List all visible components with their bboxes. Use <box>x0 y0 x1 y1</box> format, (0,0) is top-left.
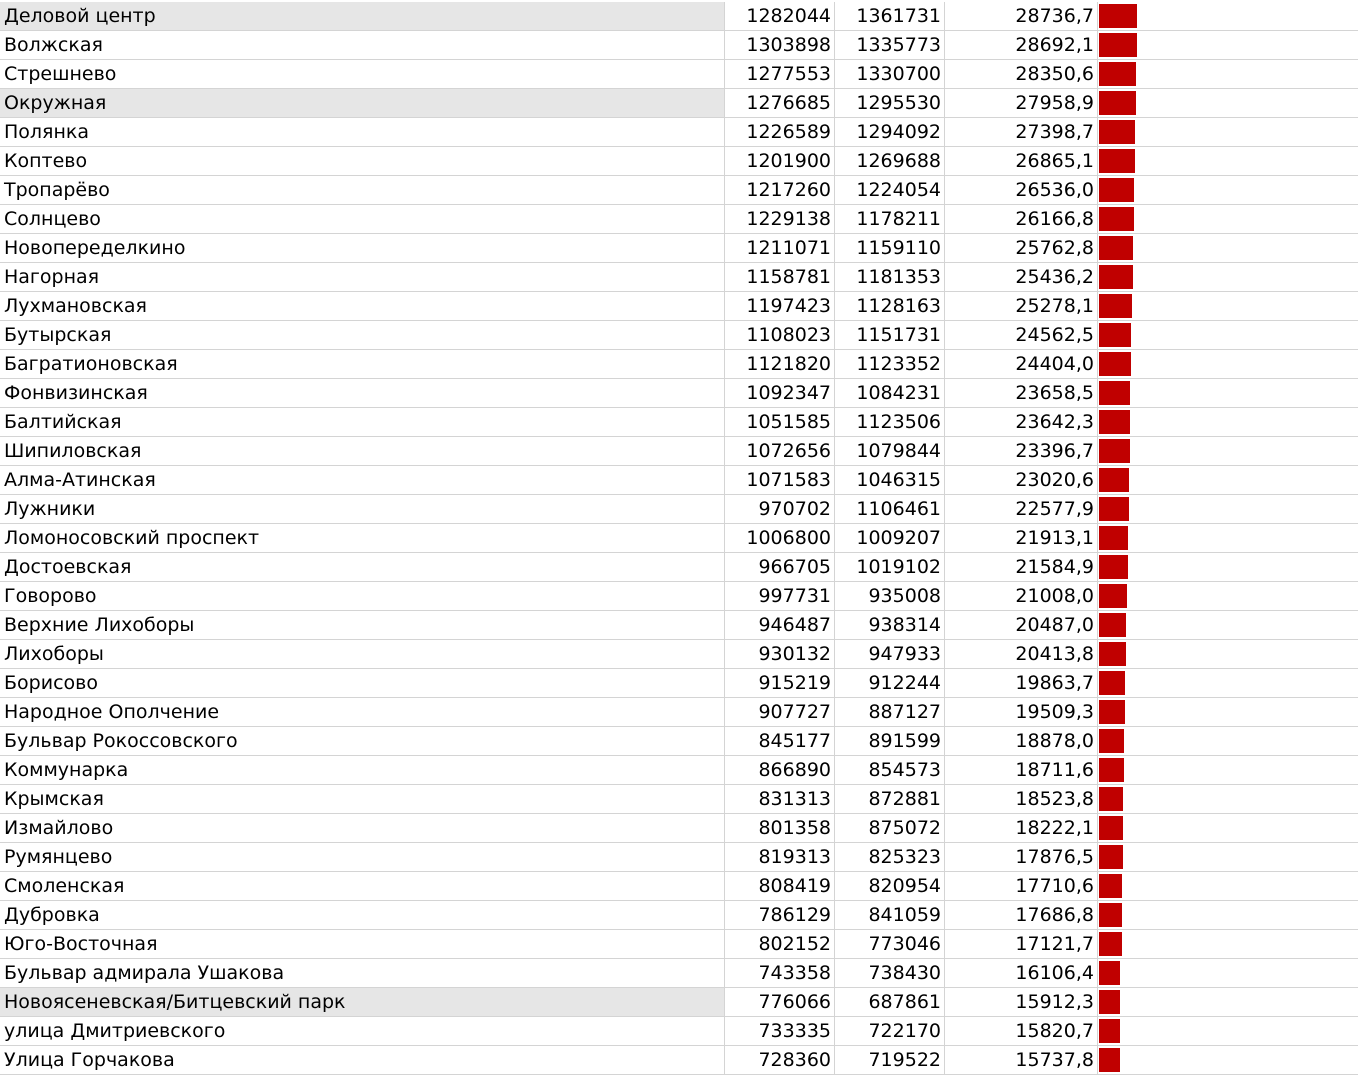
value-2-cell[interactable]: 872881 <box>835 785 945 813</box>
data-bar-cell[interactable] <box>1098 31 1358 59</box>
value-1-cell[interactable]: 808419 <box>725 872 835 900</box>
station-name-cell[interactable]: Юго-Восточная <box>0 930 725 958</box>
data-bar-cell[interactable] <box>1098 988 1358 1016</box>
value-2-cell[interactable]: 1178211 <box>835 205 945 233</box>
value-1-cell[interactable]: 819313 <box>725 843 835 871</box>
table-row <box>0 959 1358 988</box>
data-bar-cell[interactable] <box>1098 437 1358 465</box>
data-bar-cell[interactable] <box>1098 1017 1358 1045</box>
value-3-cell[interactable]: 27958,9 <box>945 89 1098 117</box>
value-2-cell[interactable]: 1123506 <box>835 408 945 436</box>
station-name-cell[interactable]: Окружная <box>0 89 725 117</box>
table-row <box>0 843 1358 872</box>
data-bar <box>1099 207 1134 231</box>
table-row <box>0 31 1358 60</box>
table-row <box>0 727 1358 756</box>
station-name-cell[interactable]: Достоевская <box>0 553 725 581</box>
value-1-cell[interactable]: 1303898 <box>725 31 835 59</box>
data-bar <box>1099 555 1128 579</box>
table-row <box>0 147 1358 176</box>
value-1-cell[interactable]: 1108023 <box>725 321 835 349</box>
data-bar <box>1099 149 1135 173</box>
value-2-cell[interactable]: 773046 <box>835 930 945 958</box>
value-1-cell[interactable]: 915219 <box>725 669 835 697</box>
value-3-cell[interactable]: 21913,1 <box>945 524 1098 552</box>
value-2-cell[interactable]: 820954 <box>835 872 945 900</box>
value-3-cell[interactable]: 24562,5 <box>945 321 1098 349</box>
value-3-cell[interactable]: 23642,3 <box>945 408 1098 436</box>
data-bar-cell[interactable] <box>1098 524 1358 552</box>
station-name-cell[interactable]: Деловой центр <box>0 2 725 30</box>
value-3-cell[interactable]: 17710,6 <box>945 872 1098 900</box>
station-name-cell[interactable]: Улица Горчакова <box>0 1046 725 1074</box>
data-bar-cell[interactable] <box>1098 350 1358 378</box>
value-2-cell[interactable]: 887127 <box>835 698 945 726</box>
value-2-cell[interactable]: 875072 <box>835 814 945 842</box>
table-row <box>0 89 1358 118</box>
value-1-cell[interactable]: 1071583 <box>725 466 835 494</box>
value-1-cell[interactable]: 1229138 <box>725 205 835 233</box>
station-name-cell[interactable]: Бульвар адмирала Ушакова <box>0 959 725 987</box>
value-2-cell[interactable]: 738430 <box>835 959 945 987</box>
value-1-cell[interactable]: 1006800 <box>725 524 835 552</box>
data-bar <box>1099 265 1133 289</box>
data-bar <box>1099 845 1123 869</box>
data-bar <box>1099 903 1122 927</box>
data-bar-cell[interactable] <box>1098 466 1358 494</box>
value-1-cell[interactable]: 733335 <box>725 1017 835 1045</box>
data-bar <box>1099 439 1130 463</box>
data-bar-cell[interactable] <box>1098 959 1358 987</box>
station-name-cell[interactable]: Измайлово <box>0 814 725 842</box>
value-3-cell[interactable]: 24404,0 <box>945 350 1098 378</box>
data-bar <box>1099 1048 1120 1072</box>
table-row <box>0 495 1358 524</box>
data-bar-cell[interactable] <box>1098 814 1358 842</box>
table-row <box>0 901 1358 930</box>
table-row <box>0 785 1358 814</box>
value-1-cell[interactable]: 1217260 <box>725 176 835 204</box>
station-name-cell[interactable]: Дубровка <box>0 901 725 929</box>
value-1-cell[interactable]: 930132 <box>725 640 835 668</box>
value-2-cell[interactable]: 854573 <box>835 756 945 784</box>
station-name-cell[interactable]: Коммунарка <box>0 756 725 784</box>
station-name-cell[interactable]: Лужники <box>0 495 725 523</box>
data-bar <box>1099 178 1134 202</box>
data-bar-cell[interactable] <box>1098 1046 1358 1074</box>
table-row <box>0 60 1358 89</box>
station-name-cell[interactable]: Говорово <box>0 582 725 610</box>
value-2-cell[interactable]: 1294092 <box>835 118 945 146</box>
data-bar <box>1099 758 1124 782</box>
value-1-cell[interactable]: 946487 <box>725 611 835 639</box>
station-name-cell[interactable]: Новоясеневская/Битцевский парк <box>0 988 725 1016</box>
data-bar-cell[interactable] <box>1098 234 1358 262</box>
value-3-cell[interactable]: 28692,1 <box>945 31 1098 59</box>
data-bar-cell[interactable] <box>1098 727 1358 755</box>
data-bar-cell[interactable] <box>1098 553 1358 581</box>
data-bar <box>1099 62 1136 86</box>
value-2-cell[interactable]: 891599 <box>835 727 945 755</box>
station-name-cell[interactable]: Народное Ополчение <box>0 698 725 726</box>
value-2-cell[interactable]: 947933 <box>835 640 945 668</box>
value-2-cell[interactable]: 722170 <box>835 1017 945 1045</box>
data-bar <box>1099 236 1133 260</box>
station-name-cell[interactable]: улица Дмитриевского <box>0 1017 725 1045</box>
value-3-cell[interactable]: 15912,3 <box>945 988 1098 1016</box>
value-2-cell[interactable]: 1181353 <box>835 263 945 291</box>
station-name-cell[interactable]: Шипиловская <box>0 437 725 465</box>
table-row <box>0 176 1358 205</box>
table-row <box>0 234 1358 263</box>
value-2-cell[interactable]: 1106461 <box>835 495 945 523</box>
data-bar-cell[interactable] <box>1098 89 1358 117</box>
value-2-cell[interactable]: 938314 <box>835 611 945 639</box>
value-2-cell[interactable]: 841059 <box>835 901 945 929</box>
data-bar-cell[interactable] <box>1098 640 1358 668</box>
data-bar <box>1099 613 1126 637</box>
data-bar-cell[interactable] <box>1098 292 1358 320</box>
table-row <box>0 350 1358 379</box>
value-3-cell[interactable]: 21584,9 <box>945 553 1098 581</box>
value-1-cell[interactable]: 728360 <box>725 1046 835 1074</box>
data-bar <box>1099 294 1132 318</box>
station-name-cell[interactable]: Коптево <box>0 147 725 175</box>
value-2-cell[interactable]: 719522 <box>835 1046 945 1074</box>
data-bar <box>1099 526 1128 550</box>
data-table <box>0 2 1358 1075</box>
value-1-cell[interactable]: 845177 <box>725 727 835 755</box>
table-row <box>0 669 1358 698</box>
data-bar <box>1099 729 1124 753</box>
value-2-cell[interactable]: 935008 <box>835 582 945 610</box>
station-name-cell[interactable]: Тропарёво <box>0 176 725 204</box>
value-3-cell[interactable]: 22577,9 <box>945 495 1098 523</box>
data-bar <box>1099 4 1137 28</box>
value-1-cell[interactable]: 743358 <box>725 959 835 987</box>
value-3-cell[interactable]: 21008,0 <box>945 582 1098 610</box>
table-row <box>0 930 1358 959</box>
table-row <box>0 872 1358 901</box>
data-bar-cell[interactable] <box>1098 785 1358 813</box>
data-bar-cell[interactable] <box>1098 60 1358 88</box>
value-1-cell[interactable]: 1158781 <box>725 263 835 291</box>
table-row <box>0 408 1358 437</box>
table-row <box>0 321 1358 350</box>
station-name-cell[interactable]: Балтийская <box>0 408 725 436</box>
station-name-cell[interactable]: Ломоносовский проспект <box>0 524 725 552</box>
station-name-cell[interactable]: Стрешнево <box>0 60 725 88</box>
station-name-cell[interactable]: Бульвар Рокоссовского <box>0 727 725 755</box>
station-name-cell[interactable]: Алма-Атинская <box>0 466 725 494</box>
data-bar-cell[interactable] <box>1098 669 1358 697</box>
data-bar <box>1099 323 1131 347</box>
table-row <box>0 611 1358 640</box>
value-3-cell[interactable]: 18523,8 <box>945 785 1098 813</box>
value-2-cell[interactable]: 687861 <box>835 988 945 1016</box>
value-1-cell[interactable]: 1092347 <box>725 379 835 407</box>
data-bar <box>1099 91 1136 115</box>
data-bar-cell[interactable] <box>1098 379 1358 407</box>
data-bar <box>1099 961 1120 985</box>
value-1-cell[interactable]: 1072656 <box>725 437 835 465</box>
value-2-cell[interactable]: 1079844 <box>835 437 945 465</box>
data-bar-cell[interactable] <box>1098 147 1358 175</box>
value-2-cell[interactable]: 1151731 <box>835 321 945 349</box>
value-2-cell[interactable]: 1330700 <box>835 60 945 88</box>
value-1-cell[interactable]: 1211071 <box>725 234 835 262</box>
value-3-cell[interactable]: 19863,7 <box>945 669 1098 697</box>
value-1-cell[interactable]: 831313 <box>725 785 835 813</box>
value-2-cell[interactable]: 1046315 <box>835 466 945 494</box>
value-2-cell[interactable]: 1159110 <box>835 234 945 262</box>
station-name-cell[interactable]: Лухмановская <box>0 292 725 320</box>
data-bar <box>1099 874 1122 898</box>
data-bar-cell[interactable] <box>1098 901 1358 929</box>
data-bar <box>1099 1019 1120 1043</box>
value-2-cell[interactable]: 912244 <box>835 669 945 697</box>
data-bar-cell[interactable] <box>1098 611 1358 639</box>
data-bar <box>1099 932 1122 956</box>
data-bar <box>1099 410 1130 434</box>
value-3-cell[interactable]: 16106,4 <box>945 959 1098 987</box>
table-row <box>0 1017 1358 1046</box>
value-3-cell[interactable]: 19509,3 <box>945 698 1098 726</box>
table-row <box>0 756 1358 785</box>
table-row <box>0 437 1358 466</box>
data-bar-cell[interactable] <box>1098 321 1358 349</box>
station-name-cell[interactable]: Багратионовская <box>0 350 725 378</box>
table-row <box>0 263 1358 292</box>
value-3-cell[interactable]: 17686,8 <box>945 901 1098 929</box>
value-1-cell[interactable]: 1197423 <box>725 292 835 320</box>
table-row <box>0 2 1358 31</box>
station-name-cell[interactable]: Новопеределкино <box>0 234 725 262</box>
data-bar <box>1099 990 1120 1014</box>
data-bar <box>1099 497 1129 521</box>
value-3-cell[interactable]: 28736,7 <box>945 2 1098 30</box>
value-3-cell[interactable]: 25278,1 <box>945 292 1098 320</box>
value-3-cell[interactable]: 26865,1 <box>945 147 1098 175</box>
value-3-cell[interactable]: 23658,5 <box>945 379 1098 407</box>
table-row <box>0 466 1358 495</box>
value-1-cell[interactable]: 907727 <box>725 698 835 726</box>
value-1-cell[interactable]: 997731 <box>725 582 835 610</box>
data-bar-cell[interactable] <box>1098 930 1358 958</box>
value-3-cell[interactable]: 18222,1 <box>945 814 1098 842</box>
value-1-cell[interactable]: 966705 <box>725 553 835 581</box>
data-bar <box>1099 700 1125 724</box>
value-1-cell[interactable]: 1051585 <box>725 408 835 436</box>
table-row <box>0 1046 1358 1075</box>
station-name-cell[interactable]: Румянцево <box>0 843 725 871</box>
data-bar-cell[interactable] <box>1098 756 1358 784</box>
station-name-cell[interactable]: Верхние Лихоборы <box>0 611 725 639</box>
station-name-cell[interactable]: Нагорная <box>0 263 725 291</box>
value-3-cell[interactable]: 20413,8 <box>945 640 1098 668</box>
data-bar <box>1099 787 1123 811</box>
value-3-cell[interactable]: 15820,7 <box>945 1017 1098 1045</box>
station-name-cell[interactable]: Лихоборы <box>0 640 725 668</box>
data-bar <box>1099 584 1127 608</box>
table-row <box>0 553 1358 582</box>
station-name-cell[interactable]: Полянка <box>0 118 725 146</box>
value-2-cell[interactable]: 1361731 <box>835 2 945 30</box>
table-row <box>0 698 1358 727</box>
value-3-cell[interactable]: 26536,0 <box>945 176 1098 204</box>
value-1-cell[interactable]: 786129 <box>725 901 835 929</box>
station-name-cell[interactable]: Борисово <box>0 669 725 697</box>
value-1-cell[interactable]: 970702 <box>725 495 835 523</box>
table-row <box>0 814 1358 843</box>
table-row <box>0 524 1358 553</box>
data-bar <box>1099 120 1135 144</box>
value-2-cell[interactable]: 1224054 <box>835 176 945 204</box>
value-1-cell[interactable]: 801358 <box>725 814 835 842</box>
value-3-cell[interactable]: 25436,2 <box>945 263 1098 291</box>
station-name-cell[interactable]: Крымская <box>0 785 725 813</box>
value-3-cell[interactable]: 28350,6 <box>945 60 1098 88</box>
value-3-cell[interactable]: 15737,8 <box>945 1046 1098 1074</box>
value-2-cell[interactable]: 825323 <box>835 843 945 871</box>
data-bar-cell[interactable] <box>1098 205 1358 233</box>
data-bar-cell[interactable] <box>1098 118 1358 146</box>
value-1-cell[interactable]: 866890 <box>725 756 835 784</box>
station-name-cell[interactable]: Смоленская <box>0 872 725 900</box>
value-3-cell[interactable]: 20487,0 <box>945 611 1098 639</box>
table-row <box>0 118 1358 147</box>
data-bar <box>1099 671 1125 695</box>
value-2-cell[interactable]: 1019102 <box>835 553 945 581</box>
station-name-cell[interactable]: Солнцево <box>0 205 725 233</box>
data-bar-cell[interactable] <box>1098 872 1358 900</box>
data-bar-cell[interactable] <box>1098 263 1358 291</box>
value-3-cell[interactable]: 23396,7 <box>945 437 1098 465</box>
data-bar <box>1099 642 1126 666</box>
data-bar-cell[interactable] <box>1098 176 1358 204</box>
value-1-cell[interactable]: 1201900 <box>725 147 835 175</box>
data-bar <box>1099 33 1137 57</box>
value-3-cell[interactable]: 17876,5 <box>945 843 1098 871</box>
value-1-cell[interactable]: 1277553 <box>725 60 835 88</box>
value-3-cell[interactable]: 26166,8 <box>945 205 1098 233</box>
value-1-cell[interactable]: 1121820 <box>725 350 835 378</box>
data-bar-cell[interactable] <box>1098 582 1358 610</box>
value-2-cell[interactable]: 1009207 <box>835 524 945 552</box>
value-2-cell[interactable]: 1123352 <box>835 350 945 378</box>
value-3-cell[interactable]: 23020,6 <box>945 466 1098 494</box>
table-row <box>0 292 1358 321</box>
value-1-cell[interactable]: 1276685 <box>725 89 835 117</box>
data-bar <box>1099 352 1131 376</box>
station-name-cell[interactable]: Фонвизинская <box>0 379 725 407</box>
table-row <box>0 988 1358 1017</box>
value-2-cell[interactable]: 1335773 <box>835 31 945 59</box>
data-bar-cell[interactable] <box>1098 698 1358 726</box>
value-3-cell[interactable]: 25762,8 <box>945 234 1098 262</box>
value-2-cell[interactable]: 1295530 <box>835 89 945 117</box>
value-2-cell[interactable]: 1128163 <box>835 292 945 320</box>
table-row <box>0 205 1358 234</box>
value-2-cell[interactable]: 1084231 <box>835 379 945 407</box>
data-bar-cell[interactable] <box>1098 495 1358 523</box>
data-bar <box>1099 381 1130 405</box>
value-1-cell[interactable]: 802152 <box>725 930 835 958</box>
table-row <box>0 379 1358 408</box>
value-1-cell[interactable]: 1282044 <box>725 2 835 30</box>
value-3-cell[interactable]: 18878,0 <box>945 727 1098 755</box>
value-3-cell[interactable]: 17121,7 <box>945 930 1098 958</box>
data-bar-cell[interactable] <box>1098 408 1358 436</box>
data-bar <box>1099 468 1129 492</box>
table-row <box>0 582 1358 611</box>
value-2-cell[interactable]: 1269688 <box>835 147 945 175</box>
value-3-cell[interactable]: 27398,7 <box>945 118 1098 146</box>
value-1-cell[interactable]: 776066 <box>725 988 835 1016</box>
value-3-cell[interactable]: 18711,6 <box>945 756 1098 784</box>
table-row <box>0 640 1358 669</box>
data-bar-cell[interactable] <box>1098 2 1358 30</box>
station-name-cell[interactable]: Бутырская <box>0 321 725 349</box>
station-name-cell[interactable]: Волжская <box>0 31 725 59</box>
data-bar <box>1099 816 1123 840</box>
value-1-cell[interactable]: 1226589 <box>725 118 835 146</box>
data-bar-cell[interactable] <box>1098 843 1358 871</box>
